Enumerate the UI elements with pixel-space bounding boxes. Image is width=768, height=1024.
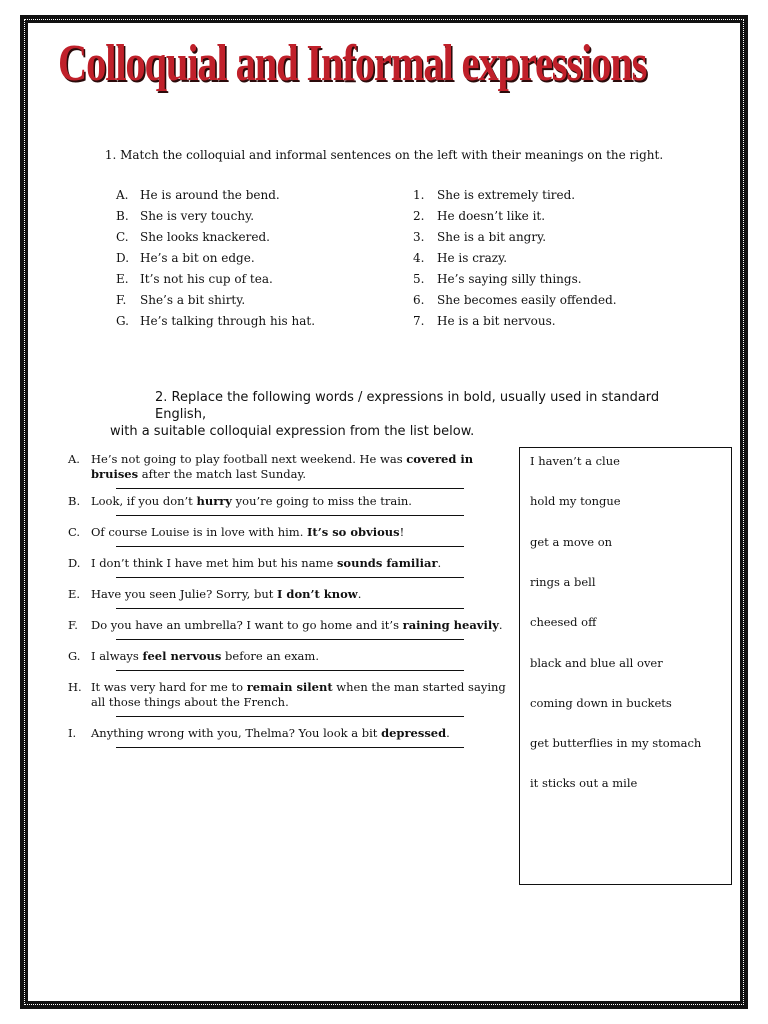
- item-text: He is a bit nervous.: [437, 314, 556, 328]
- answer-line[interactable]: [116, 515, 464, 516]
- bold-expression: feel nervous: [142, 649, 222, 663]
- option-item: black and blue all over: [530, 656, 663, 670]
- item-text: He is crazy.: [437, 251, 508, 265]
- item-text: He’s saying silly things.: [437, 272, 582, 286]
- exercise-item: [68, 618, 508, 640]
- item-text: She is a bit angry.: [437, 230, 547, 244]
- item-marker: G.: [116, 314, 129, 328]
- answer-line[interactable]: [116, 546, 464, 547]
- list-item: [116, 290, 315, 311]
- list-item: [116, 206, 315, 227]
- item-text: He is around the bend.: [140, 188, 280, 202]
- worksheet-title: Colloquial and Informal expressions: [58, 35, 647, 92]
- list-item: [116, 269, 315, 290]
- item-marker: 7.: [413, 314, 425, 328]
- answer-line[interactable]: [116, 488, 464, 489]
- item-sentence: Do you have an umbrella? I want to go home and it’s raining heavily.: [91, 618, 503, 632]
- item-marker: C.: [116, 230, 129, 244]
- item-sentence: Have you seen Julie? Sorry, but I don’t know.: [91, 587, 362, 601]
- option-item: I haven’t a clue: [530, 454, 620, 468]
- list-item: [413, 311, 617, 332]
- option-item: cheesed off: [530, 615, 597, 629]
- item-sentence: Look, if you don’t hurry you’re going to miss the train.: [91, 494, 412, 508]
- option-item: it sticks out a mile: [530, 776, 638, 790]
- item-text: He doesn’t like it.: [437, 209, 546, 223]
- item-marker: 4.: [413, 251, 425, 265]
- colloquial-sentences-list: [116, 185, 315, 332]
- list-item: [413, 269, 617, 290]
- item-marker: E.: [116, 272, 129, 286]
- item-marker: A.: [68, 452, 80, 466]
- item-text: She looks knackered.: [140, 230, 270, 244]
- bold-expression: I don’t know: [277, 587, 358, 601]
- exercise-item: [68, 649, 508, 671]
- item-text: He’s talking through his hat.: [140, 314, 316, 328]
- answer-line[interactable]: [116, 670, 464, 671]
- option-item: get butterflies in my stomach: [530, 736, 702, 750]
- list-item: [413, 185, 617, 206]
- option-item: hold my tongue: [530, 494, 621, 508]
- list-item: [116, 227, 315, 248]
- list-item: [413, 227, 617, 248]
- item-marker: A.: [116, 188, 129, 202]
- item-marker: F.: [68, 618, 78, 632]
- list-item: [413, 290, 617, 311]
- item-text: She is very touchy.: [140, 209, 255, 223]
- item-marker: H.: [68, 680, 82, 694]
- item-marker: F.: [116, 293, 127, 307]
- expression-options-box: [519, 447, 732, 885]
- item-marker: 3.: [413, 230, 425, 244]
- bold-expression: covered in bruises: [91, 452, 474, 481]
- item-marker: 5.: [413, 272, 425, 286]
- instruction-line-1: 2. Replace the following words / expressions in bold, usually used in standard English,: [155, 390, 660, 422]
- bold-expression: It’s so obvious: [307, 525, 400, 539]
- item-sentence: Of course Louise is in love with him. It’s so obvious!: [91, 525, 405, 539]
- answer-line[interactable]: [116, 577, 464, 578]
- list-item: [116, 248, 315, 269]
- exercise-item: [68, 680, 508, 717]
- list-item: [413, 248, 617, 269]
- exercise-item: [68, 525, 508, 547]
- answer-line[interactable]: [116, 716, 464, 717]
- item-marker: D.: [68, 556, 81, 570]
- item-marker: B.: [116, 209, 129, 223]
- bold-expression: remain silent: [246, 680, 333, 694]
- item-text: She becomes easily offended.: [437, 293, 617, 307]
- answer-line[interactable]: [116, 747, 464, 748]
- exercise-item: [68, 556, 508, 578]
- item-sentence: It was very hard for me to remain silent when the man started saying all those things about the French.: [91, 680, 506, 709]
- exercise-item: [68, 587, 508, 609]
- bold-expression: raining heavily: [402, 618, 499, 632]
- section2-instruction: [110, 389, 670, 440]
- item-sentence: He’s not going to play football next weekend. He was covered in bruises after the match last Sunday.: [91, 452, 474, 481]
- item-text: It’s not his cup of tea.: [140, 272, 273, 286]
- item-sentence: Anything wrong with you, Thelma? You look a bit depressed.: [91, 726, 450, 740]
- bold-expression: sounds familiar: [336, 556, 438, 570]
- item-marker: 6.: [413, 293, 425, 307]
- option-item: get a move on: [530, 535, 613, 549]
- item-marker: 2.: [413, 209, 425, 223]
- exercise-item: [68, 494, 508, 516]
- item-marker: 1.: [413, 188, 425, 202]
- list-item: [116, 185, 315, 206]
- item-marker: B.: [68, 494, 81, 508]
- answer-line[interactable]: [116, 608, 464, 609]
- option-item: rings a bell: [530, 575, 596, 589]
- item-marker: I.: [68, 726, 77, 740]
- item-marker: D.: [116, 251, 130, 265]
- meanings-list: [413, 185, 617, 332]
- exercise-item: [68, 726, 508, 748]
- option-item: coming down in buckets: [530, 696, 672, 710]
- instruction-line-2: with a suitable colloquial expression from the list below.: [110, 424, 475, 439]
- item-marker: G.: [68, 649, 81, 663]
- item-sentence: I don’t think I have met him but his name sounds familiar.: [91, 556, 442, 570]
- exercise-item: [68, 452, 508, 489]
- replacement-exercise: [68, 452, 508, 748]
- item-text: She’s a bit shirty.: [140, 293, 246, 307]
- item-text: She is extremely tired.: [437, 188, 576, 202]
- item-marker: C.: [68, 525, 81, 539]
- item-text: He’s a bit on edge.: [140, 251, 255, 265]
- section1-instruction: 1. Match the colloquial and informal sentences on the left with their meanings on the right.: [104, 148, 664, 162]
- list-item: [116, 311, 315, 332]
- list-item: [413, 206, 617, 227]
- item-marker: E.: [68, 587, 81, 601]
- bold-expression: depressed: [381, 726, 447, 740]
- item-sentence: I always feel nervous before an exam.: [91, 649, 319, 663]
- bold-expression: hurry: [196, 494, 232, 508]
- answer-line[interactable]: [116, 639, 464, 640]
